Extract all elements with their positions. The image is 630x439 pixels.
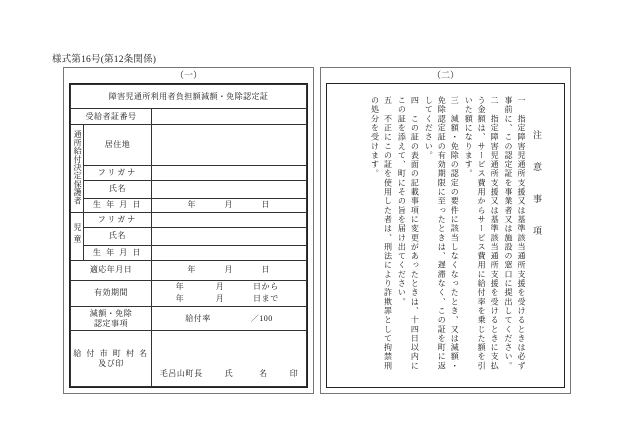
guardian-birth-year: 年 xyxy=(187,200,197,210)
table-row-title xyxy=(71,85,307,109)
apply-date-value[interactable] xyxy=(152,260,307,280)
guardian-birth-day: 日 xyxy=(261,200,271,210)
municipality-label-line2: 及び印 xyxy=(98,358,124,368)
certificate-table xyxy=(70,84,307,387)
reduction-label-line2: 認定事項 xyxy=(94,318,128,328)
valid-period-label: 有効期間 xyxy=(71,280,152,306)
valid-period-value[interactable] xyxy=(152,280,307,306)
guardian-birth-value[interactable] xyxy=(152,198,307,213)
table-row-guardian-name xyxy=(71,180,307,198)
guardian-furigana-label: フリガナ xyxy=(84,166,152,181)
panel-one-label: （一） xyxy=(174,70,202,80)
municipality-label xyxy=(71,331,152,387)
municipality-value[interactable] xyxy=(152,331,307,387)
mayor-title: 毛呂山町長 xyxy=(159,369,203,378)
table-row-child-birth xyxy=(71,245,307,260)
note-text: 二 指定障害児通所支援又は基準該当通所支援を受けるときに支払う金額は、サービス費用からサービス費用に給付率を乗じた額を引いた額になります。 xyxy=(464,96,500,371)
child-birth-value[interactable] xyxy=(152,245,307,260)
notes-panel xyxy=(320,67,571,394)
table-row-recipient-number xyxy=(71,109,307,125)
table-row-apply-date xyxy=(71,260,307,280)
child-furigana-label: フリガナ xyxy=(84,213,152,228)
municipality-label-line1: 給 付 市 町 村 名 xyxy=(73,348,149,358)
child-name-value[interactable] xyxy=(152,228,307,246)
certificate-table-container xyxy=(69,83,308,388)
notes-list xyxy=(367,96,527,372)
certificate-title: 障害児通所利用者負担額減額・免除認定証 xyxy=(71,85,307,109)
apply-date-label: 適応年月日 xyxy=(71,260,152,280)
table-row-guardian-furigana xyxy=(71,166,307,181)
note-item xyxy=(421,96,460,372)
period-to-year: 年 xyxy=(175,294,185,304)
valid-period-from xyxy=(152,281,306,293)
table-row-child-name xyxy=(71,228,307,246)
guardian-birth-label: 生 年 月 日 xyxy=(84,198,152,213)
signature-name-placeholder: 氏 名 xyxy=(224,369,268,378)
child-group-label: 児童 xyxy=(71,213,84,260)
valid-period-to xyxy=(152,293,306,305)
apply-date-year: 年 xyxy=(187,265,197,275)
period-from-month: 月 xyxy=(215,282,225,292)
form-number-label: 様式第16号(第12条関係) xyxy=(52,55,157,65)
note-item xyxy=(394,96,420,372)
note-text: 三 減額・免除の認定の要件に該当しなくなったとき、又は減額・免除認定証の有効期限に至ったときは、遅滞なく、この証を町に返してください。 xyxy=(424,96,460,371)
notes-heading: 注 意 事 項 xyxy=(532,130,542,242)
period-from-year: 年 xyxy=(175,282,185,292)
table-row-reduction xyxy=(71,306,307,330)
table-row-municipality xyxy=(71,331,307,387)
note-item xyxy=(368,96,394,372)
note-text: 一 指定障害児通所支援又は基準該当通所支援を受けるときは必ず事前に、この認定証を事業者又は施設の窓口に提出してください。 xyxy=(504,96,526,371)
benefit-rate-value: ／100 xyxy=(250,313,273,323)
certificate-panel xyxy=(63,67,314,394)
period-to-month: 月 xyxy=(215,294,225,304)
table-row-guardian-birth xyxy=(71,198,307,213)
note-item xyxy=(461,96,500,372)
recipient-number-label: 受給者証番号 xyxy=(71,109,152,125)
signature-seal-mark: 印 xyxy=(289,369,299,378)
note-text: 五 不正にこの証を使用した者は、刑法により詐欺罪として拘禁刑の処分を受けます。 xyxy=(370,96,393,371)
guardian-name-label: 氏名 xyxy=(84,180,152,198)
guardian-address-label: 居住地 xyxy=(84,124,152,165)
recipient-number-value[interactable] xyxy=(152,109,307,125)
child-birth-label: 生 年 月 日 xyxy=(84,245,152,260)
apply-date-day: 日 xyxy=(261,265,271,275)
benefit-rate-label: 給付率 xyxy=(185,313,211,323)
notes-area xyxy=(327,84,564,387)
guardian-furigana-value[interactable] xyxy=(152,166,307,181)
table-row-valid-period xyxy=(71,280,307,306)
note-item xyxy=(501,96,527,372)
child-furigana-value[interactable] xyxy=(152,213,307,228)
note-text: 四 この証の表面の記載事項に変更があったときは、十四日以内にこの証を添えて、町にその旨を届け出てください。 xyxy=(397,96,420,371)
table-row-child-furigana xyxy=(71,213,307,228)
guardian-group-label: 通所給付決定保護者 xyxy=(71,124,84,212)
reduction-value[interactable] xyxy=(152,306,307,330)
guardian-birth-month: 月 xyxy=(224,200,234,210)
reduction-label xyxy=(71,306,152,330)
apply-date-month: 月 xyxy=(224,265,234,275)
guardian-name-value[interactable] xyxy=(152,180,307,198)
period-to-day: 日まで xyxy=(253,294,279,304)
notes-container xyxy=(326,83,565,388)
reduction-label-line1: 減額・免除 xyxy=(89,308,133,318)
child-name-label: 氏名 xyxy=(84,228,152,246)
period-from-day: 日から xyxy=(253,282,279,292)
guardian-address-value[interactable] xyxy=(152,124,307,165)
panel-two-label: （二） xyxy=(431,70,459,80)
table-row-guardian-address xyxy=(71,124,307,165)
